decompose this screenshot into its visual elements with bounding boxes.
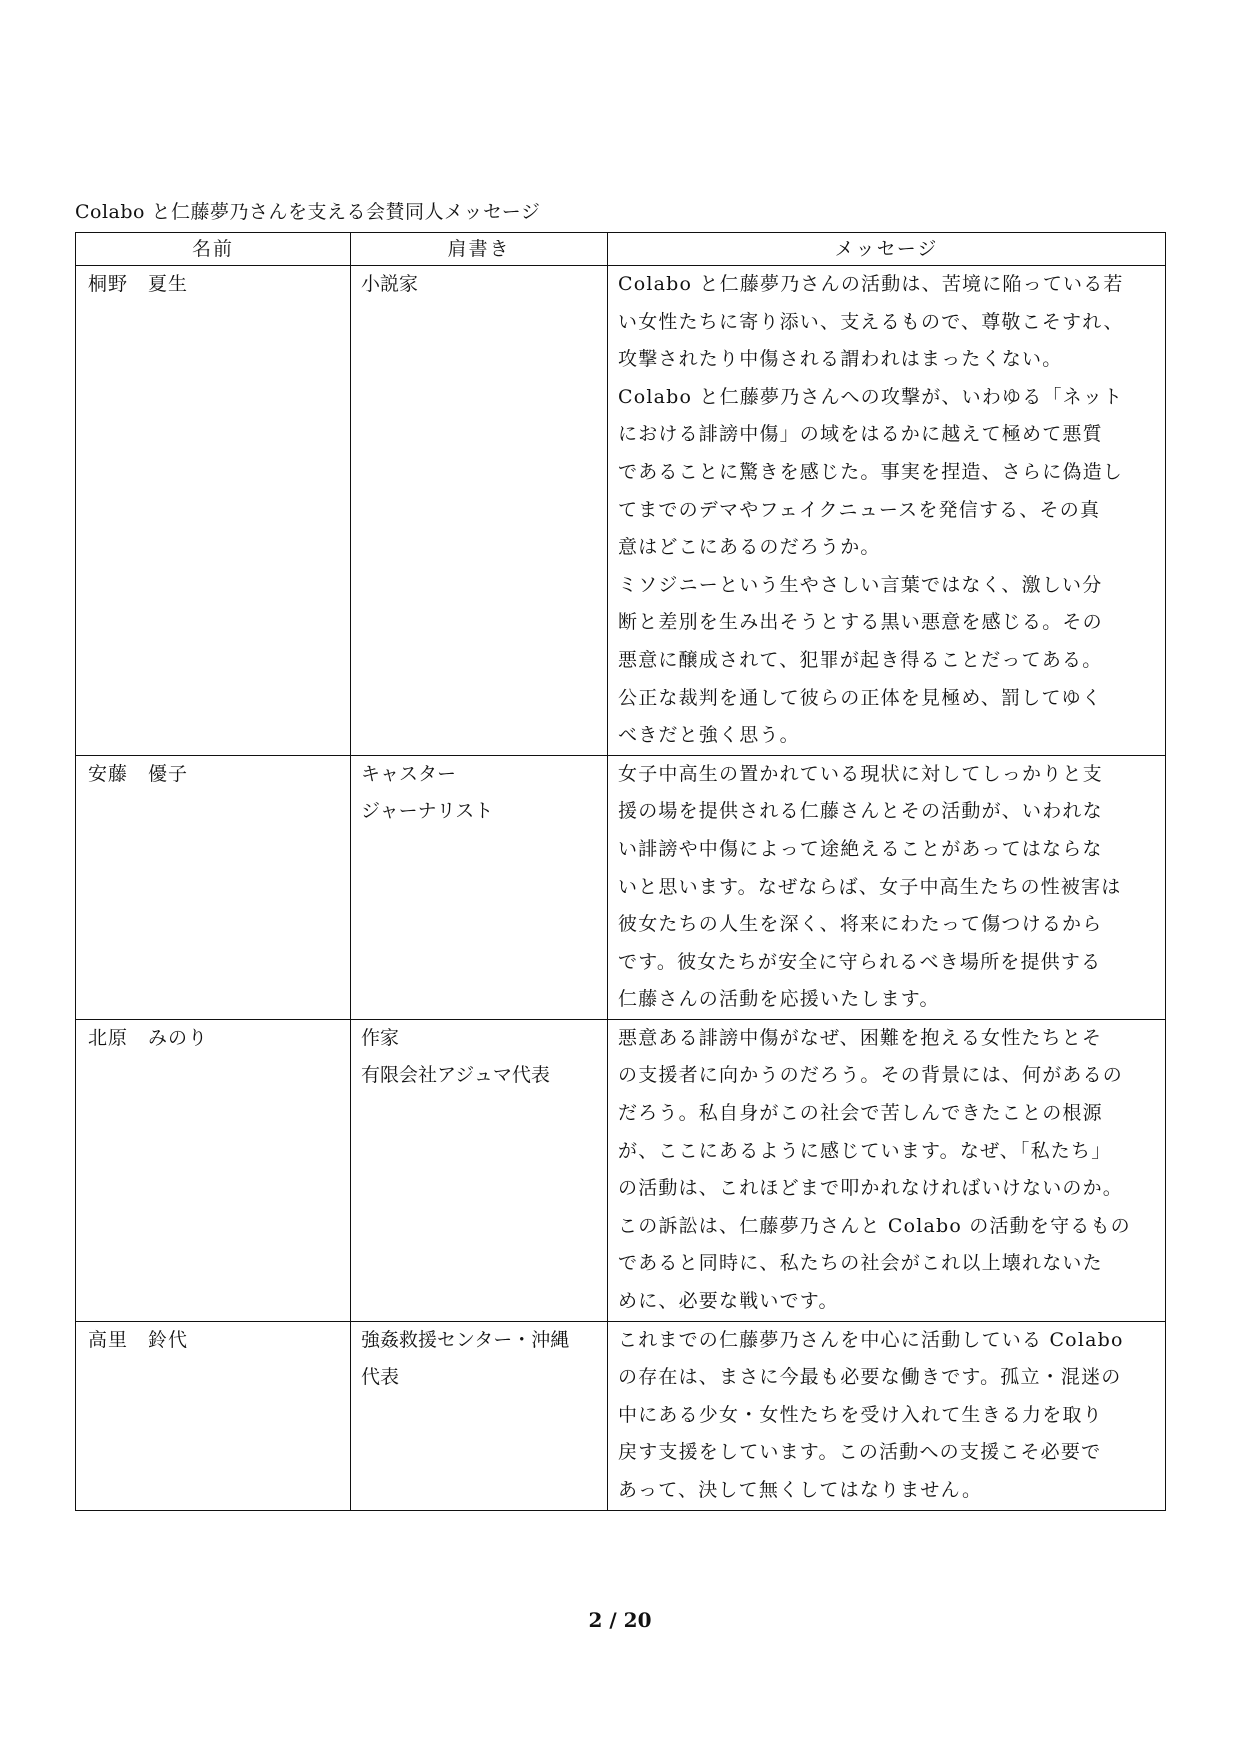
header-message: メッセージ	[608, 233, 1166, 266]
supporter-name: 安藤 優子	[76, 755, 351, 1019]
message-line: であると同時に、私たちの社会がこれ以上壊れないた	[618, 1252, 1103, 1275]
message-line: であることに驚きを感じた。事実を捏造、さらに偽造し	[618, 460, 1124, 483]
message-line: 悪意に醸成されて、犯罪が起き得ることだってある。	[618, 648, 1103, 671]
supporter-name: 高里 鈴代	[76, 1321, 351, 1510]
supporter-message	[608, 1019, 1166, 1321]
supporter-message	[608, 266, 1166, 756]
message-line: い誹謗や中傷によって途絶えることがあってはならな	[618, 837, 1103, 860]
supporter-title	[351, 1321, 608, 1510]
message-line: てまでのデマやフェイクニュースを発信する、その真	[618, 498, 1101, 521]
table-row	[76, 1321, 1166, 1510]
title-line: キャスター	[361, 762, 457, 785]
message-line: 女子中高生の置かれている現状に対してしっかりと支	[618, 762, 1103, 785]
message-line: の活動は、これほどまで叩かれなければいけないのか。	[618, 1177, 1124, 1200]
message-line: における誹謗中傷」の域をはるかに越えて極めて悪質	[618, 423, 1103, 446]
message-line: の支援者に向かうのだろう。その背景には、何があるの	[618, 1064, 1124, 1087]
message-line: い女性たちに寄り添い、支えるもので、尊敬こそすれ、	[618, 310, 1124, 333]
message-line: 悪意ある誹謗中傷がなぜ、困難を抱える女性たちとそ	[618, 1026, 1103, 1049]
supporter-title	[351, 755, 608, 1019]
message-line: いと思います。なぜならば、女子中高生たちの性被害は	[618, 875, 1122, 898]
table-row	[76, 266, 1166, 756]
document-title: Colabo と仁藤夢乃さんを支える会賛同人メッセージ	[75, 201, 541, 223]
title-line: 作家	[361, 1026, 400, 1049]
message-line: Colabo と仁藤夢乃さんへの攻撃が、いわゆる「ネット	[618, 385, 1124, 408]
supporter-message	[608, 755, 1166, 1019]
header-name: 名前	[76, 233, 351, 266]
message-line: べきだと強く思う。	[618, 724, 800, 747]
message-line: 断と差別を生み出そうとする黒い悪意を感じる。その	[618, 611, 1103, 634]
supporter-title	[351, 1019, 608, 1321]
message-line: が、ここにあるように感じています。なぜ、「私たち」	[618, 1139, 1112, 1162]
message-line: 公正な裁判を通して彼らの正体を見極め、罰してゆく	[618, 686, 1103, 709]
supporter-name: 桐野 夏生	[76, 266, 351, 756]
message-line: Colabo と仁藤夢乃さんの活動は、苦境に陥っている若	[618, 273, 1124, 295]
title-line: 小説家	[361, 273, 419, 295]
table-row	[76, 755, 1166, 1019]
message-line: あって、決して無くしてはなりません。	[618, 1479, 983, 1501]
message-line: これまでの仁藤夢乃さんを中心に活動している Colabo	[618, 1328, 1124, 1351]
message-line: 戻す支援をしています。この活動への支援こそ必要で	[618, 1441, 1102, 1464]
title-line: 有限会社アジュマ代表	[361, 1064, 550, 1087]
message-line: 援の場を提供される仁藤さんとその活動が、いわれな	[618, 800, 1103, 823]
title-line: ジャーナリスト	[361, 800, 494, 823]
message-line: この訴訟は、仁藤夢乃さんと Colabo の活動を守るもの	[618, 1214, 1131, 1237]
message-line: です。彼女たちが安全に守られるべき場所を提供する	[618, 950, 1102, 973]
supporter-message	[608, 1321, 1166, 1510]
message-line: ミソジニーという生やさしい言葉ではなく、激しい分	[618, 573, 1103, 596]
title-line: 代表	[361, 1366, 400, 1389]
message-line: めに、必要な戦いです。	[618, 1290, 839, 1313]
message-line: 中にある少女・女性たちを受け入れて生きる力を取り	[618, 1403, 1103, 1426]
supporter-message-table	[75, 232, 1166, 1511]
message-line: の存在は、まさに今最も必要な働きです。孤立・混迷の	[618, 1366, 1122, 1389]
message-line: 彼女たちの人生を深く、将来にわたって傷つけるから	[618, 913, 1103, 936]
message-line: だろう。私自身がこの社会で苦しんできたことの根源	[618, 1102, 1103, 1125]
message-line: 仁藤さんの活動を応援いたします。	[618, 988, 940, 1011]
message-line: 意はどこにあるのだろうか。	[618, 536, 881, 559]
title-line: 強姦救援センター・沖縄	[361, 1328, 570, 1351]
table-row	[76, 1019, 1166, 1321]
header-title: 肩書き	[351, 233, 608, 266]
table-header-row	[76, 233, 1166, 266]
message-line: 攻撃されたり中傷される謂われはまったくない。	[618, 348, 1063, 371]
supporter-title	[351, 266, 608, 756]
page-number: 2 / 20	[588, 1608, 652, 1632]
supporter-name: 北原 みのり	[76, 1019, 351, 1321]
